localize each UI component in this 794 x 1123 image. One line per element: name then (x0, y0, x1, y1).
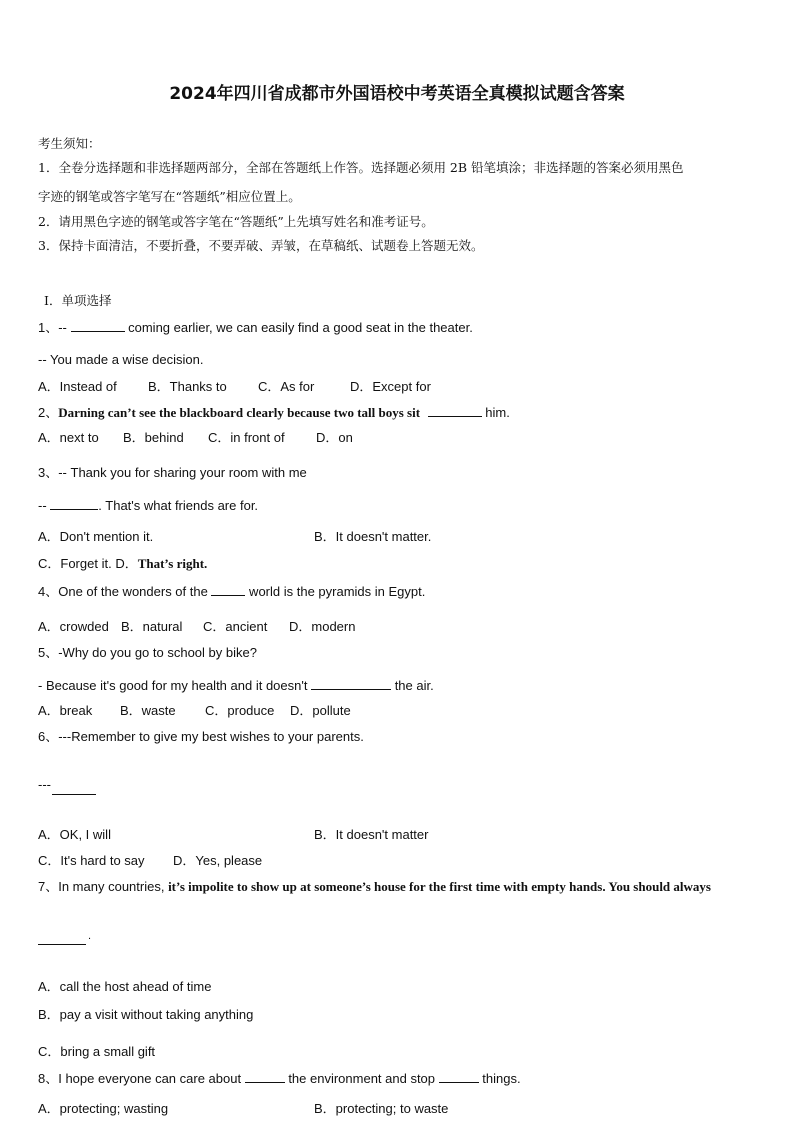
question-5-reply-suffix: the air. (391, 678, 434, 693)
question-7-prefix: 7、In many countries, (38, 879, 169, 894)
option-a: A．call the host ahead of time (38, 979, 212, 994)
question-2-text: Darning can’t see the blackboard clearly because two tall boys sit (58, 405, 421, 420)
question-8-middle: the environment and stop (284, 1071, 439, 1086)
answer-blank (439, 1070, 479, 1083)
question-7-text: it’s impolite to show up at someone’s house for the first time with empty hands. You should always (168, 879, 711, 894)
option-a: A．protecting; wasting (38, 1101, 169, 1116)
question-2-number: 2、 (38, 405, 59, 420)
answer-blank (50, 497, 98, 510)
answer-blank (52, 794, 96, 795)
question-3-options-row-2 (38, 556, 207, 572)
question-4-stem (38, 583, 425, 600)
option-c: C．It's hard to say (38, 853, 145, 868)
page-title: 2024年四川省成都市外国语校中考英语全真模拟试题含答案 (169, 84, 625, 104)
question-8-prefix: 8、I hope everyone can care about (38, 1071, 245, 1086)
notice-heading: 考生须知： (38, 136, 101, 151)
question-3-reply (38, 497, 258, 514)
question-7-end: . (88, 930, 92, 942)
answer-blank (245, 1070, 285, 1083)
answer-blank (211, 583, 245, 596)
question-6-reply (38, 777, 51, 793)
option-b: B．behind (123, 430, 184, 445)
option-a: A．OK, I will (38, 827, 111, 842)
question-1-reply: -- You made a wise decision. (38, 352, 204, 367)
option-a: A．break (38, 703, 93, 718)
answer-blank (71, 319, 125, 332)
option-b: B．natural (121, 619, 183, 634)
question-5-reply-prefix: - Because it's good for my health and it doesn't (38, 678, 312, 693)
notice-item-2: 2．请用黑色字迹的钢笔或答字笔在“答题纸”上先填写姓名和准考证号。 (38, 214, 434, 229)
question-6-reply-prefix: --- (38, 777, 51, 792)
question-6-stem: 6、---Remember to give my best wishes to your parents. (38, 729, 364, 744)
option-d-label: D． (115, 556, 138, 571)
option-b: B．waste (120, 703, 176, 718)
question-4-suffix: world is the pyramids in Egypt. (245, 584, 426, 599)
option-a: A．Don't mention it. (38, 529, 154, 544)
section-heading: Ⅰ．单项选择 (44, 293, 112, 308)
notice-item-3: 3．保持卡面清洁，不要折叠，不要弄破、弄皱，在草稿纸、试题卷上答题无效。 (38, 238, 484, 253)
option-a: A．Instead of (38, 379, 117, 394)
question-5-stem: 5、-Why do you go to school by bike? (38, 645, 257, 660)
option-c: C．produce (205, 703, 275, 718)
question-8-suffix: things. (478, 1071, 521, 1086)
option-a: A．crowded (38, 619, 109, 634)
option-b: B．It doesn't matter. (314, 529, 432, 544)
option-b: B．protecting; to waste (314, 1101, 449, 1116)
option-d: D．on (316, 430, 353, 445)
question-1-number: 1、-- (38, 320, 71, 335)
option-d: D．Except for (350, 379, 431, 394)
notice-item-1-line-2: 字迹的钢笔或答字笔写在“答题纸”相应位置上。 (38, 189, 301, 204)
option-c: C．in front of (208, 430, 285, 445)
question-3-stem: 3、-- Thank you for sharing your room with me (38, 465, 307, 480)
option-b: B．pay a visit without taking anything (38, 1007, 254, 1022)
option-d: D．pollute (290, 703, 351, 718)
question-3-reply-prefix: -- (38, 498, 51, 513)
question-1-text: coming earlier, we can easily find a good seat in the theater. (124, 320, 473, 335)
answer-blank (311, 677, 391, 690)
question-8-stem (38, 1070, 521, 1087)
question-3-reply-text: . That's what friends are for. (98, 498, 259, 513)
question-4-prefix: 4、One of the wonders of the (38, 584, 212, 599)
question-2-end: him. (481, 405, 510, 420)
option-c: C．Forget it. (38, 556, 112, 571)
option-a: A．next to (38, 430, 99, 445)
option-d: That’s right. (137, 556, 208, 571)
option-b: B．Thanks to (148, 379, 227, 394)
option-c: C．bring a small gift (38, 1044, 156, 1059)
question-5-reply (38, 677, 434, 694)
option-d: D．Yes, please (173, 853, 263, 868)
question-2-stem (38, 404, 510, 421)
answer-blank (38, 944, 86, 945)
question-7-stem (38, 879, 711, 895)
question-1-stem (38, 319, 473, 336)
option-c: C．As for (258, 379, 315, 394)
option-c: C．ancient (203, 619, 268, 634)
notice-item-1-line-1: 1．全卷分选择题和非选择题两部分，全部在答题纸上作答。选择题必须用 2B 铅笔填涂；非选择题的答案必须用黑色 (38, 160, 684, 175)
answer-blank (428, 404, 482, 417)
option-d: D．modern (289, 619, 356, 634)
option-b: B．It doesn't matter (314, 827, 429, 842)
